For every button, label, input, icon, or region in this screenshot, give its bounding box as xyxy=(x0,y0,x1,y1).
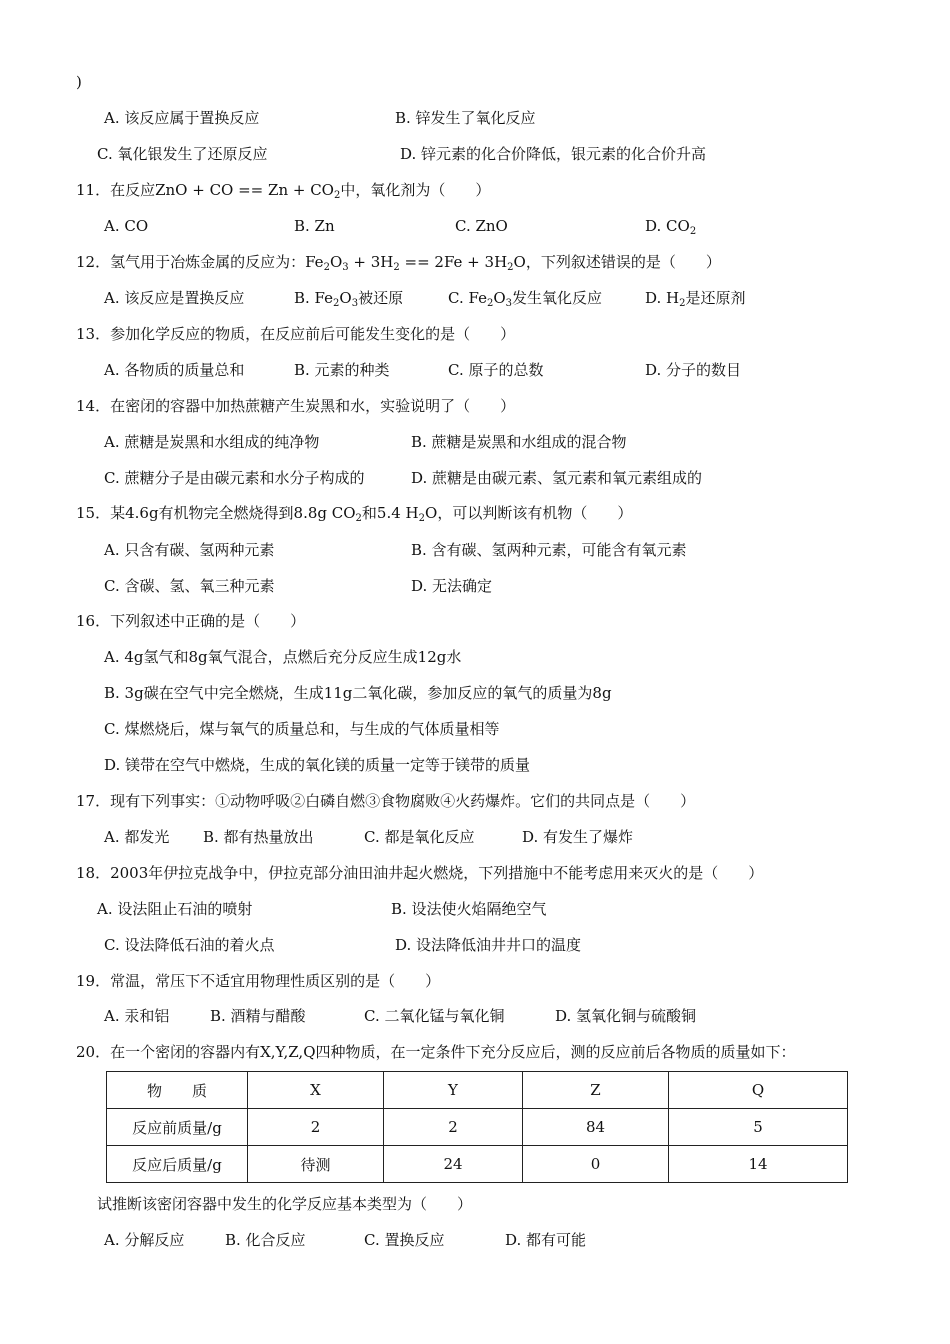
table-cell: 待测 xyxy=(248,1146,384,1183)
q11-stem: 11．在反应ZnO + CO == $Zn + CO_2$中，氧化剂为（ ） xyxy=(76,181,491,201)
q18-stem: 18．2003年伊拉克战争中，伊拉克部分油田油井起火燃烧，下列措施中不能考虑用来灭火的是（ ） xyxy=(76,864,764,882)
q18-option-d[interactable]: D. 设法降低油井井口的温度 xyxy=(395,936,582,954)
table-header-cell: Y xyxy=(384,1072,523,1109)
table-header-row xyxy=(107,1072,848,1109)
q14-option-d[interactable]: D. 蔗糖是由碳元素、氢元素和氧元素组成的 xyxy=(411,469,703,487)
table-cell: 反应前质量/g xyxy=(107,1109,248,1146)
q19-option-a[interactable]: A. 汞和铝 xyxy=(104,1007,170,1025)
table-header-cell: Z xyxy=(523,1072,669,1109)
q17-option-a[interactable]: A. 都发光 xyxy=(104,828,170,846)
q19-option-b[interactable]: B. 酒精与醋酸 xyxy=(210,1007,306,1025)
q12-option-a[interactable]: A. 该反应是置换反应 xyxy=(104,289,245,307)
q11-option-c[interactable]: C. ZnO xyxy=(455,217,508,235)
q20-option-a[interactable]: A. 分解反应 xyxy=(104,1231,185,1249)
table-row xyxy=(107,1146,848,1183)
q11-option-a[interactable]: A. CO xyxy=(104,217,149,235)
q12-stem: 12．氢气用于冶炼金属的反应为：$Fe_2O_3 + 3H_2 == 2Fe + 3H_2O$，下列叙述错误的是（ ） xyxy=(76,253,721,273)
q16-option-c[interactable]: C. 煤燃烧后，煤与氧气的质量总和，与生成的气体质量相等 xyxy=(104,720,500,738)
table-cell: 84 xyxy=(523,1109,669,1146)
q20-option-d[interactable]: D. 都有可能 xyxy=(505,1231,587,1249)
table-cell: 24 xyxy=(384,1146,523,1183)
q10-option-c[interactable]: C. 氧化银发生了还原反应 xyxy=(97,145,268,163)
q12-option-b[interactable]: B. $Fe_2O_3$被还原 xyxy=(294,289,404,309)
q19-option-c[interactable]: C. 二氧化锰与氧化铜 xyxy=(364,1007,505,1025)
q12-option-c[interactable]: C. $Fe_2O_3$发生氧化反应 xyxy=(448,289,603,309)
table-cell: 5 xyxy=(669,1109,848,1146)
q16-stem: 16．下列叙述中正确的是（ ） xyxy=(76,612,306,630)
table-cell: 0 xyxy=(523,1146,669,1183)
q14-option-c[interactable]: C. 蔗糖分子是由碳元素和水分子构成的 xyxy=(104,469,365,487)
q15-option-c[interactable]: C. 含碳、氢、氧三种元素 xyxy=(104,577,275,595)
q12-option-d[interactable]: D. $H_2$是还原剂 xyxy=(645,289,746,309)
q13-stem: 13．参加化学反应的物质，在反应前后可能发生变化的是（ ） xyxy=(76,325,516,343)
q15-option-a[interactable]: A. 只含有碳、氢两种元素 xyxy=(104,541,275,559)
q11-option-b[interactable]: B. Zn xyxy=(294,217,335,235)
q13-option-a[interactable]: A. 各物质的质量总和 xyxy=(104,361,245,379)
q20-option-b[interactable]: B. 化合反应 xyxy=(225,1231,306,1249)
table-cell: 反应后质量/g xyxy=(107,1146,248,1183)
table-cell: 2 xyxy=(384,1109,523,1146)
q10-option-b[interactable]: B. 锌发生了氧化反应 xyxy=(395,109,536,127)
q14-option-b[interactable]: B. 蔗糖是炭黑和水组成的混合物 xyxy=(411,433,627,451)
q18-option-a[interactable]: A. 设法阻止石油的喷射 xyxy=(97,900,253,918)
q15-option-b[interactable]: B. 含有碳、氢两种元素，可能含有氧元素 xyxy=(411,541,687,559)
q14-option-a[interactable]: A. 蔗糖是炭黑和水组成的纯净物 xyxy=(104,433,320,451)
q11-option-d[interactable]: D. $CO_2$ xyxy=(645,217,697,237)
table-cell: 14 xyxy=(669,1146,848,1183)
table-cell: 2 xyxy=(248,1109,384,1146)
q15-stem: 15．某4.6g有机物完全燃烧得到8.8g $CO_2$和5.4 $H_2O$，可以判断该有机物（ ） xyxy=(76,504,633,524)
q18-option-c[interactable]: C. 设法降低石油的着火点 xyxy=(104,936,275,954)
q16-option-a[interactable]: A. 4g氢气和8g氧气混合，点燃后充分反应生成12g水 xyxy=(104,648,462,666)
q17-option-c[interactable]: C. 都是氧化反应 xyxy=(364,828,475,846)
q14-stem: 14．在密闭的容器中加热蔗糖产生炭黑和水，实验说明了（ ） xyxy=(76,397,516,415)
q17-option-b[interactable]: B. 都有热量放出 xyxy=(203,828,314,846)
q19-option-d[interactable]: D. 氢氧化铜与硫酸铜 xyxy=(555,1007,697,1025)
q16-option-d[interactable]: D. 镁带在空气中燃烧，生成的氧化镁的质量一定等于镁带的质量 xyxy=(104,756,531,774)
q10-option-a[interactable]: A. 该反应属于置换反应 xyxy=(104,109,260,127)
q13-option-b[interactable]: B. 元素的种类 xyxy=(294,361,390,379)
q13-option-d[interactable]: D. 分子的数目 xyxy=(645,361,742,379)
q13-option-c[interactable]: C. 原子的总数 xyxy=(448,361,544,379)
table-header-cell: 物 质 xyxy=(107,1072,248,1109)
q20-stem: 20．在一个密闭的容器内有X,Y,Z,Q四种物质，在一定条件下充分反应后，测的反应前后各物质的质量如下： xyxy=(76,1043,796,1061)
q20-followup: 试推断该密闭容器中发生的化学反应基本类型为（ ） xyxy=(97,1195,473,1213)
q16-option-b[interactable]: B. 3g碳在空气中完全燃烧，生成11g二氧化碳，参加反应的氧气的质量为8g xyxy=(104,684,612,702)
q20-option-c[interactable]: C. 置换反应 xyxy=(364,1231,445,1249)
q18-option-b[interactable]: B. 设法使火焰隔绝空气 xyxy=(391,900,547,918)
q15-option-d[interactable]: D. 无法确定 xyxy=(411,577,493,595)
q10-option-d[interactable]: D. 锌元素的化合价降低，银元素的化合价升高 xyxy=(400,145,707,163)
q17-option-d[interactable]: D. 有发生了爆炸 xyxy=(522,828,634,846)
q19-stem: 19．常温，常压下不适宜用物理性质区别的是（ ） xyxy=(76,972,441,990)
table-header-cell: X xyxy=(248,1072,384,1109)
mass-table xyxy=(106,1071,848,1183)
q17-stem: 17．现有下列事实：①动物呼吸②白磷自燃③食物腐败④火药爆炸。它们的共同点是（ ） xyxy=(76,792,696,810)
q10-closing-paren: ) xyxy=(76,73,82,91)
table-row xyxy=(107,1109,848,1146)
table-header-cell: Q xyxy=(669,1072,848,1109)
